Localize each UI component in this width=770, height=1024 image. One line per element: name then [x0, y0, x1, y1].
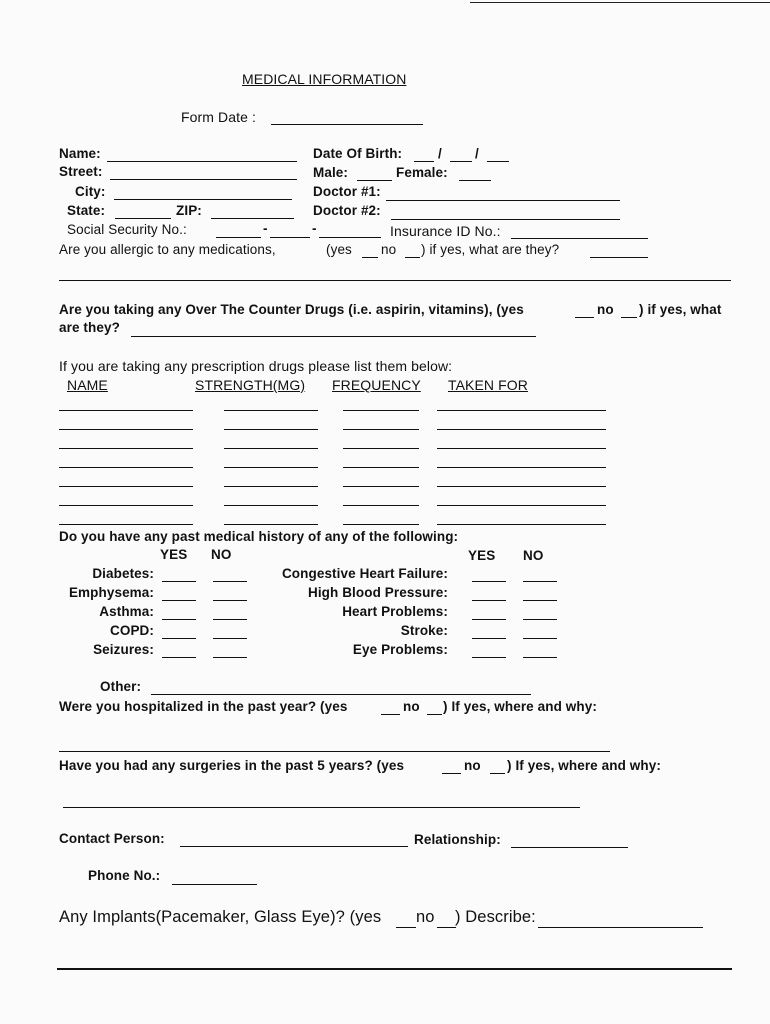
history-right-no-header: NO	[523, 548, 544, 563]
dob-slash-1: /	[438, 146, 442, 161]
otc-question: Are you taking any Over The Counter Drugs (i.e. aspirin, vitamins), (yes	[59, 302, 524, 317]
doctor2-label: Doctor #2:	[313, 203, 381, 218]
hospital-yes-field[interactable]	[381, 714, 400, 715]
history-question: Do you have any past medical history of any of the following:	[59, 529, 459, 544]
rx-frequency-field[interactable]	[343, 410, 419, 411]
implants-describe-field[interactable]	[538, 927, 703, 928]
hospital-question: Were you hospitalized in the past year? (yes	[59, 699, 348, 714]
allergy-no-label: no	[381, 242, 397, 257]
allergy-answer-field[interactable]	[590, 257, 648, 258]
street-field[interactable]	[110, 179, 297, 180]
history-right-yes-field[interactable]	[472, 657, 506, 658]
phone-field[interactable]	[172, 884, 257, 885]
insurance-label: Insurance ID No.:	[390, 223, 501, 239]
ssn-dash-1: -	[263, 221, 268, 236]
history-left-yes-field[interactable]	[162, 638, 196, 639]
other-label: Other:	[100, 679, 142, 694]
dob-slash-2: /	[475, 146, 479, 161]
history-right-yes-field[interactable]	[472, 581, 506, 582]
rx-frequency-field[interactable]	[343, 429, 419, 430]
history-right-yes-field[interactable]	[472, 600, 506, 601]
history-right-no-field[interactable]	[523, 657, 557, 658]
allergy-tail: ) if yes, what are they?	[421, 242, 560, 257]
form-date-label: Form Date :	[181, 109, 257, 125]
form-date-field[interactable]	[271, 124, 423, 125]
history-left-no-field[interactable]	[213, 600, 247, 601]
otc-no-label: no	[597, 302, 614, 317]
zip-label: ZIP:	[176, 203, 202, 218]
name-label: Name:	[59, 146, 101, 161]
female-field[interactable]	[459, 180, 491, 181]
ssn-field-3[interactable]	[319, 237, 381, 238]
state-label: State:	[67, 203, 106, 218]
rx-header-taken-for: TAKEN FOR	[448, 377, 528, 393]
rx-taken-for-field[interactable]	[437, 486, 606, 487]
history-left-condition-label: Diabetes:	[92, 566, 154, 581]
history-left-yes-header: YES	[160, 547, 188, 562]
relationship-label: Relationship:	[414, 832, 501, 847]
otc-line2-label: are they?	[59, 320, 120, 335]
rx-frequency-field[interactable]	[343, 486, 419, 487]
rx-name-field[interactable]	[59, 486, 193, 487]
rx-taken-for-field[interactable]	[437, 467, 606, 468]
allergy-no-field[interactable]	[405, 257, 420, 258]
rx-name-field[interactable]	[59, 467, 193, 468]
form-title: MEDICAL INFORMATION	[242, 71, 407, 87]
history-left-no-header: NO	[211, 547, 232, 562]
history-right-yes-field[interactable]	[472, 619, 506, 620]
history-left-condition-label: Seizures:	[93, 642, 154, 657]
hospital-answer-line[interactable]	[59, 751, 610, 752]
rx-name-field[interactable]	[59, 505, 193, 506]
ssn-field-2[interactable]	[270, 237, 310, 238]
rx-strength-field[interactable]	[224, 410, 318, 411]
relationship-field[interactable]	[511, 847, 628, 848]
rx-strength-field[interactable]	[224, 467, 318, 468]
history-right-no-field[interactable]	[523, 619, 557, 620]
rx-name-field[interactable]	[59, 524, 193, 525]
otc-no-field[interactable]	[621, 317, 637, 318]
rx-strength-field[interactable]	[224, 505, 318, 506]
rx-frequency-field[interactable]	[343, 524, 419, 525]
history-right-yes-header: YES	[468, 548, 496, 563]
scan-edge-line	[470, 2, 770, 3]
rx-taken-for-field[interactable]	[437, 448, 606, 449]
implants-question: Any Implants(Pacemaker, Glass Eye)? (yes	[59, 908, 382, 926]
rx-name-field[interactable]	[59, 410, 193, 411]
otc-tail: ) if yes, what	[639, 302, 722, 317]
allergy-answer-line[interactable]	[59, 280, 731, 281]
dob-day-field[interactable]	[450, 161, 472, 162]
female-label: Female:	[396, 165, 448, 180]
history-left-no-field[interactable]	[213, 657, 247, 658]
implants-yes-field[interactable]	[396, 927, 416, 928]
history-right-condition-label: Congestive Heart Failure:	[281, 566, 448, 581]
surgery-no-label: no	[464, 758, 481, 773]
doctor1-label: Doctor #1:	[313, 184, 381, 199]
other-field[interactable]	[151, 694, 531, 695]
zip-field[interactable]	[211, 218, 294, 219]
history-right-yes-field[interactable]	[472, 638, 506, 639]
surgery-yes-field[interactable]	[442, 773, 461, 774]
rx-frequency-field[interactable]	[343, 467, 419, 468]
hospital-no-label: no	[403, 699, 420, 714]
name-field[interactable]	[107, 161, 297, 162]
dob-label: Date Of Birth:	[313, 146, 403, 161]
history-right-condition-label: Stroke:	[400, 623, 448, 638]
city-label: City:	[75, 184, 106, 199]
rx-strength-field[interactable]	[224, 524, 318, 525]
doctor1-field[interactable]	[386, 200, 620, 201]
otc-yes-field[interactable]	[575, 317, 594, 318]
contact-person-label: Contact Person:	[59, 831, 165, 846]
history-left-yes-field[interactable]	[162, 657, 196, 658]
male-field[interactable]	[357, 180, 392, 181]
rx-taken-for-field[interactable]	[437, 505, 606, 506]
insurance-field[interactable]	[511, 238, 648, 239]
surgery-answer-line[interactable]	[63, 807, 580, 808]
contact-person-field[interactable]	[180, 846, 408, 847]
rx-name-field[interactable]	[59, 429, 193, 430]
rx-taken-for-field[interactable]	[437, 524, 606, 525]
hospital-no-field[interactable]	[427, 714, 442, 715]
history-right-condition-label: Eye Problems:	[352, 642, 448, 657]
rx-strength-field[interactable]	[224, 448, 318, 449]
rx-header-name: NAME	[67, 377, 108, 393]
allergy-yes-label: (yes	[326, 242, 352, 257]
history-left-condition-label: COPD:	[110, 623, 154, 638]
rx-name-field[interactable]	[59, 448, 193, 449]
history-right-condition-label: Heart Problems:	[342, 604, 448, 619]
hospital-tail: ) If yes, where and why:	[443, 699, 597, 714]
history-right-condition-label: High Blood Pressure:	[307, 585, 448, 600]
rx-header-strength: STRENGTH(MG)	[195, 377, 306, 393]
history-left-condition-label: Emphysema:	[68, 585, 154, 600]
city-field[interactable]	[114, 199, 292, 200]
implants-tail: ) Describe:	[455, 908, 536, 926]
allergy-yes-field[interactable]	[362, 257, 378, 258]
bottom-rule	[57, 968, 732, 970]
male-label: Male:	[313, 165, 349, 180]
history-left-no-field[interactable]	[213, 581, 247, 582]
history-left-condition-label: Asthma:	[99, 604, 154, 619]
ssn-label: Social Security No.:	[67, 222, 187, 237]
rx-frequency-field[interactable]	[343, 448, 419, 449]
dob-month-field[interactable]	[414, 161, 434, 162]
phone-label: Phone No.:	[88, 868, 161, 883]
otc-answer-field[interactable]	[131, 336, 536, 337]
history-left-yes-field[interactable]	[162, 619, 196, 620]
surgery-question: Have you had any surgeries in the past 5 years? (yes	[59, 758, 405, 773]
rx-header-frequency: FREQUENCY	[332, 377, 421, 393]
history-left-no-field[interactable]	[213, 638, 247, 639]
history-left-no-field[interactable]	[213, 619, 247, 620]
surgery-tail: ) If yes, where and why:	[507, 758, 661, 773]
history-left-yes-field[interactable]	[162, 581, 196, 582]
rx-strength-field[interactable]	[224, 429, 318, 430]
history-left-yes-field[interactable]	[162, 600, 196, 601]
history-right-no-field[interactable]	[523, 581, 557, 582]
rx-intro: If you are taking any prescription drugs please list them below:	[59, 358, 453, 374]
history-right-no-field[interactable]	[523, 638, 557, 639]
rx-strength-field[interactable]	[224, 486, 318, 487]
rx-taken-for-field[interactable]	[437, 410, 606, 411]
history-right-no-field[interactable]	[523, 600, 557, 601]
implants-no-field[interactable]	[437, 927, 456, 928]
street-label: Street:	[59, 164, 103, 179]
surgery-no-field[interactable]	[490, 773, 505, 774]
doctor2-field[interactable]	[391, 219, 620, 220]
ssn-dash-2: -	[312, 221, 317, 236]
rx-frequency-field[interactable]	[343, 505, 419, 506]
state-field[interactable]	[115, 218, 171, 219]
implants-no-label: no	[416, 908, 435, 926]
rx-taken-for-field[interactable]	[437, 429, 606, 430]
allergy-question: Are you allergic to any medications,	[59, 242, 276, 257]
dob-year-field[interactable]	[487, 161, 509, 162]
ssn-field-1[interactable]	[216, 237, 261, 238]
